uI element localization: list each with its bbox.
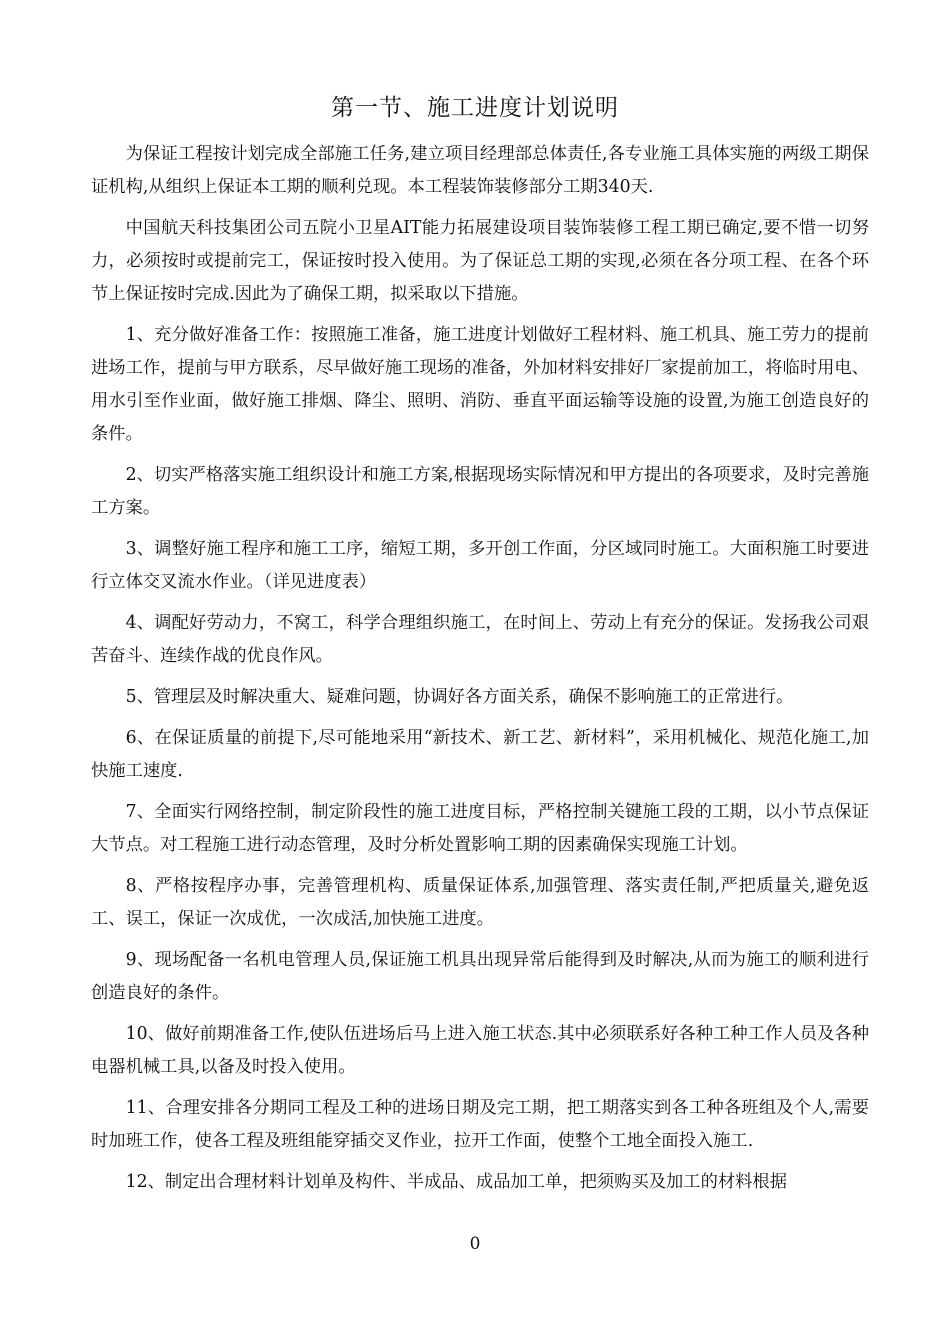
paragraph-measure-8: 8、严格按程序办事，完善管理机构、质量保证体系,加强管理、落实责任制,严把质量关,避免返工、误工，保证一次成优，一次成活,加快施工进度。	[91, 876, 869, 929]
page-number: 0	[469, 1234, 481, 1254]
paragraph-measure-6: 6、在保证质量的前提下,尽可能地采用“新技术、新工艺、新材料”，采用机械化、规范化施工,加快施工速度.	[91, 728, 869, 781]
section-title: 第一节、施工进度计划说明	[331, 95, 619, 121]
paragraph-measure-1: 1、充分做好准备工作：按照施工准备，施工进度计划做好工程材料、施工机具、施工劳力的提前进场工作，提前与甲方联系，尽早做好施工现场的准备，外加材料安排好厂家提前加工，将临时用电、用水引至作业面，做好施工排烟、降尘、照明、消防、垂直平面运输等设施的设置,为施工创造良好的条件。	[91, 325, 869, 444]
paragraph-measure-5: 5、管理层及时解决重大、疑难问题，协调好各方面关系，确保不影响施工的正常进行。	[125, 687, 794, 707]
paragraph-intro: 为保证工程按计划完成全部施工任务,建立项目经理部总体责任,各专业施工具体实施的两级工期保证机构,从组织上保证本工期的顺利兑现。本工程装饰装修部分工期340天.	[91, 144, 869, 197]
paragraph-measure-2: 2、切实严格落实施工组织设计和施工方案,根据现场实际情况和甲方提出的各项要求，及时完善施工方案。	[91, 465, 869, 518]
paragraph-measure-11: 11、合理安排各分期同工程及工种的进场日期及完工期，把工期落实到各工种各班组及个人,需要时加班工作，使各工程及班组能穿插交叉作业，拉开工作面，使整个工地全面投入施工.	[91, 1098, 869, 1151]
paragraph-schedule-confirmed: 中国航天科技集团公司五院小卫星AIT能力拓展建设项目装饰装修工程工期已确定,要不惜一切努力，必须按时或提前完工，保证按时投入使用。为了保证总工期的实现,必须在各分项工程、在各个环节上保证按时完成.因此为了确保工期，拟采取以下措施。	[91, 218, 869, 304]
paragraph-measure-10: 10、做好前期准备工作,使队伍进场后马上进入施工状态.其中必须联系好各种工种工作人员及各种电器机械工具,以备及时投入使用。	[91, 1024, 869, 1077]
document-body	[91, 138, 869, 1207]
paragraph-measure-3: 3、调整好施工程序和施工工序，缩短工期，多开创工作面，分区域同时施工。大面积施工时要进行立体交叉流水作业。（详见进度表）	[91, 539, 869, 592]
paragraph-measure-12: 12、制定出合理材料计划单及构件、半成品、成品加工单，把须购买及加工的材料根据	[125, 1172, 787, 1192]
paragraph-measure-7: 7、全面实行网络控制，制定阶段性的施工进度目标，严格控制关键施工段的工期，以小节点保证大节点。对工程施工进行动态管理，及时分析处置影响工期的因素确保实现施工计划。	[91, 802, 869, 855]
paragraph-measure-9: 9、现场配备一名机电管理人员,保证施工机具出现异常后能得到及时解决,从而为施工的顺利进行创造良好的条件。	[91, 950, 869, 1003]
paragraph-measure-4: 4、调配好劳动力，不窝工，科学合理组织施工，在时间上、劳动上有充分的保证。发扬我公司艰苦奋斗、连续作战的优良作风。	[91, 613, 869, 666]
